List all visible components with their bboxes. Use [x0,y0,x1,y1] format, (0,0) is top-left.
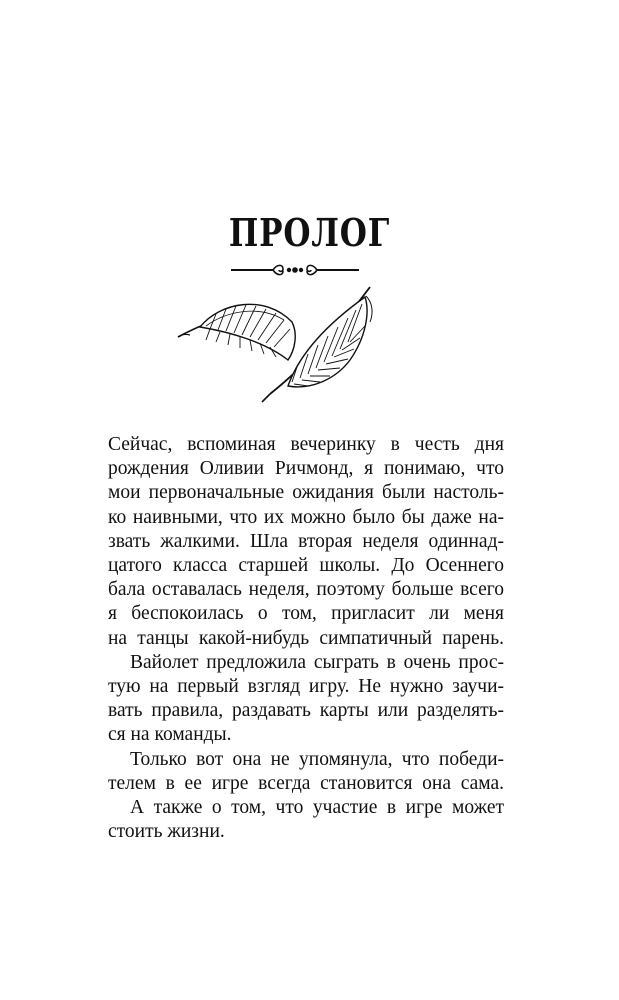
paragraph-line: А также о том, что участие в игре может [130,797,504,819]
paragraph-line: Вайолет предложила сыграть в очень прос- [130,651,504,673]
paragraph-line: вать правила, раздавать карты или разделять- [108,700,504,722]
paragraph-line: я беспокоилась о том, пригласит ли меня [108,603,504,625]
paragraph-line: бала оставалась неделя, поэтому больше всего [108,579,504,601]
paragraph-line: телем в ее игре всегда становится она сама. [108,772,504,794]
paragraph-line: на танцы какой-нибудь симпатичный парень. [108,627,504,649]
paragraph-line: Только вот она не упомянула, что победи- [130,748,504,770]
feathers-illustration [170,282,400,417]
paragraph-line: мои первоначальные ожидания были настоль- [108,482,504,504]
paragraph-line: цатого класса старшей школы. До Осеннего [108,555,504,577]
paragraph-line: ко наивными, что их можно было бы даже на- [108,506,504,528]
paragraph-line: звать жалкими. Шла вторая неделя одиннад- [108,530,504,552]
paragraph-line: тую на первый взгляд игру. Не нужно заучи- [108,676,504,698]
chapter-title: ПРОЛОГ [228,210,391,255]
paragraph-line: стоить жизни. [108,821,225,843]
paragraph-line: Сейчас, вспоминая вечеринку в честь дня [108,434,504,455]
paragraph-line: ся на команды. [108,724,232,746]
left-feather-icon [178,304,295,360]
divider-ornament-icon [229,262,361,278]
paragraph-line: рождения Оливии Ричмонд, я понимаю, что [108,458,504,480]
prologue-text [108,433,504,844]
